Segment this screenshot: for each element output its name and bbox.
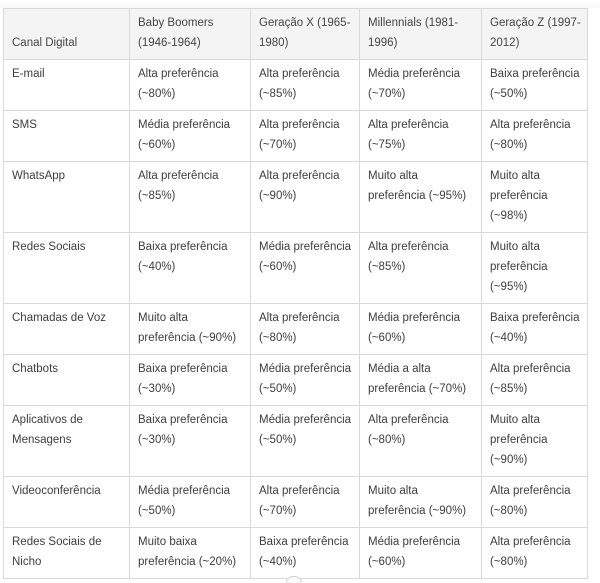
- table-cell: Baixa preferência (~40%): [251, 528, 360, 579]
- table-cell: Alta preferência (~70%): [251, 111, 360, 162]
- table-cell: Alta preferência (~85%): [251, 60, 360, 111]
- channel-cell: SMS: [4, 111, 130, 162]
- table-cell: Média preferência (~50%): [251, 355, 360, 406]
- table-cell: Muito alta preferência (~95%): [482, 233, 588, 304]
- table-row: [4, 233, 588, 304]
- channel-cell: Videoconferência: [4, 477, 130, 528]
- table-cell: Alta preferência (~80%): [482, 477, 588, 528]
- table-cell: Média preferência (~50%): [251, 406, 360, 477]
- table-cell: Muito alta preferência (~90%): [360, 477, 482, 528]
- channel-cell: Redes Sociais: [4, 233, 130, 304]
- table-cell: Média preferência (~50%): [130, 477, 251, 528]
- table-cell: Alta preferência (~80%): [130, 60, 251, 111]
- channel-cell: Chatbots: [4, 355, 130, 406]
- table-cell: Média preferência (~60%): [360, 304, 482, 355]
- channel-cell: Chamadas de Voz: [4, 304, 130, 355]
- table-row: [4, 304, 588, 355]
- table-container: [3, 8, 587, 579]
- table-cell: Média preferência (~60%): [251, 233, 360, 304]
- table-cell: Muito alta preferência (~90%): [482, 406, 588, 477]
- table-cell: Alta preferência (~85%): [130, 162, 251, 233]
- table-cell: Alta preferência (~80%): [482, 111, 588, 162]
- table-header: [4, 9, 588, 60]
- table-cell: Alta preferência (~80%): [251, 304, 360, 355]
- channel-cell: E-mail: [4, 60, 130, 111]
- table-cell: Média preferência (~70%): [360, 60, 482, 111]
- table-row: [4, 111, 588, 162]
- table-cell: Alta preferência (~90%): [251, 162, 360, 233]
- header-geracao-z: Geração Z (1997-2012): [482, 9, 588, 60]
- table-cell: Média a alta preferência (~70%): [360, 355, 482, 406]
- table-cell: Alta preferência (~85%): [482, 355, 588, 406]
- channel-cell: Aplicativos de Mensagens: [4, 406, 130, 477]
- table-cell: Alta preferência (~80%): [360, 406, 482, 477]
- table-row: [4, 406, 588, 477]
- header-baby-boomers: Baby Boomers (1946-1964): [130, 9, 251, 60]
- header-canal-digital: Canal Digital: [4, 9, 130, 60]
- table-cell: Baixa preferência (~30%): [130, 406, 251, 477]
- table-cell: Alta preferência (~85%): [360, 233, 482, 304]
- header-row: [4, 9, 588, 60]
- table-cell: Alta preferência (~75%): [360, 111, 482, 162]
- channel-cell: Redes Sociais de Nicho: [4, 528, 130, 579]
- header-millennials: Millennials (1981-1996): [360, 9, 482, 60]
- header-geracao-x: Geração X (1965-1980): [251, 9, 360, 60]
- table-cell: Baixa preferência (~50%): [482, 60, 588, 111]
- channel-cell: WhatsApp: [4, 162, 130, 233]
- table-row: [4, 162, 588, 233]
- table-row: [4, 528, 588, 579]
- table-cell: Muito alta preferência (~90%): [130, 304, 251, 355]
- table-cell: Média preferência (~60%): [360, 528, 482, 579]
- table-cell: Média preferência (~60%): [130, 111, 251, 162]
- table-cell: Alta preferência (~70%): [251, 477, 360, 528]
- table-cell: Muito alta preferência (~98%): [482, 162, 588, 233]
- generation-channel-table: [3, 8, 588, 579]
- table-cell: Muito alta preferência (~95%): [360, 162, 482, 233]
- table-body: [4, 60, 588, 579]
- table-cell: Baixa preferência (~40%): [130, 233, 251, 304]
- table-cell: Alta preferência (~80%): [482, 528, 588, 579]
- table-cell: Muito baixa preferência (~20%): [130, 528, 251, 579]
- table-row: [4, 355, 588, 406]
- scroll-indicator[interactable]: [286, 576, 302, 583]
- table-cell: Baixa preferência (~30%): [130, 355, 251, 406]
- table-row: [4, 477, 588, 528]
- top-edge: [0, 0, 600, 8]
- table-row: [4, 60, 588, 111]
- table-cell: Baixa preferência (~40%): [482, 304, 588, 355]
